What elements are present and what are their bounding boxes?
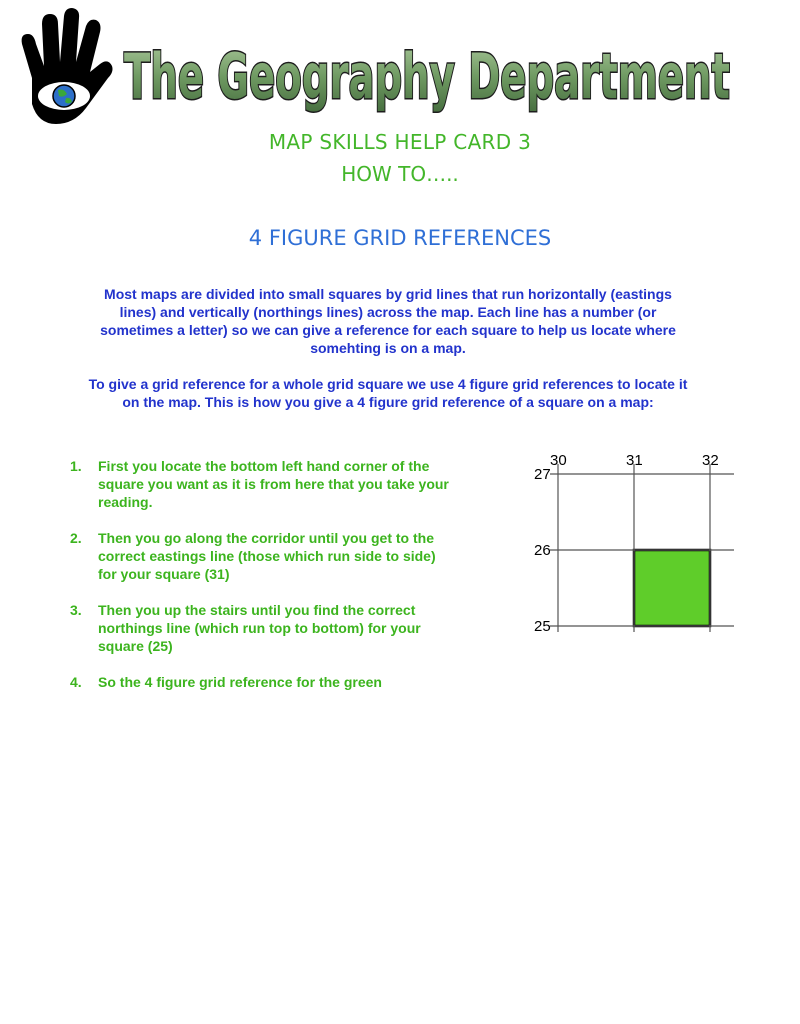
step-number: 1. [70, 458, 82, 474]
hand-eye-globe-icon [14, 8, 114, 126]
method-paragraph: To give a grid reference for a whole grid square we use 4 figure grid references to locate it on the map. This is how you give a 4 figure grid reference of a square on a map: [88, 376, 688, 410]
steps-list [70, 457, 450, 690]
step-number: 3. [70, 602, 82, 618]
list-item [70, 673, 450, 691]
list-item [70, 529, 450, 583]
grid-reference-diagram [524, 446, 740, 642]
step-number: 4. [70, 674, 82, 690]
easting-label: 31 [626, 452, 643, 469]
banner-text: The Geography Department [124, 40, 730, 113]
list-item [70, 457, 450, 511]
northing-label: 27 [534, 466, 551, 483]
step-text: Then you up the stairs until you find the correct northings line (which run top to bottom) for your square (25) [98, 602, 421, 654]
highlight-square [634, 550, 710, 626]
easting-label: 30 [550, 452, 567, 469]
how-to-heading: HOW TO….. [341, 162, 459, 186]
step-number: 2. [70, 530, 82, 546]
section-title: 4 FIGURE GRID REFERENCES [248, 226, 552, 250]
intro-paragraph: Most maps are divided into small squares by grid lines that run horizontally (eastings lines) and vertically (northings lines) across the map. Each line has a number (or sometimes a letter) so we can give a reference for each square to help us locate where somehting is on a map. [100, 286, 676, 356]
step-text: First you locate the bottom left hand corner of the square you want as it is from here that you take your reading. [98, 458, 449, 510]
easting-label: 32 [702, 452, 719, 469]
northing-label: 25 [534, 618, 551, 635]
northing-label: 26 [534, 542, 551, 559]
department-banner [120, 28, 736, 128]
card-title: MAP SKILLS HELP CARD 3 [268, 130, 532, 154]
list-item [70, 601, 450, 655]
step-text: So the 4 figure grid reference for the green [98, 674, 382, 690]
step-text: Then you go along the corridor until you get to the correct eastings line (those which run side to side) for your square (31) [98, 530, 436, 582]
